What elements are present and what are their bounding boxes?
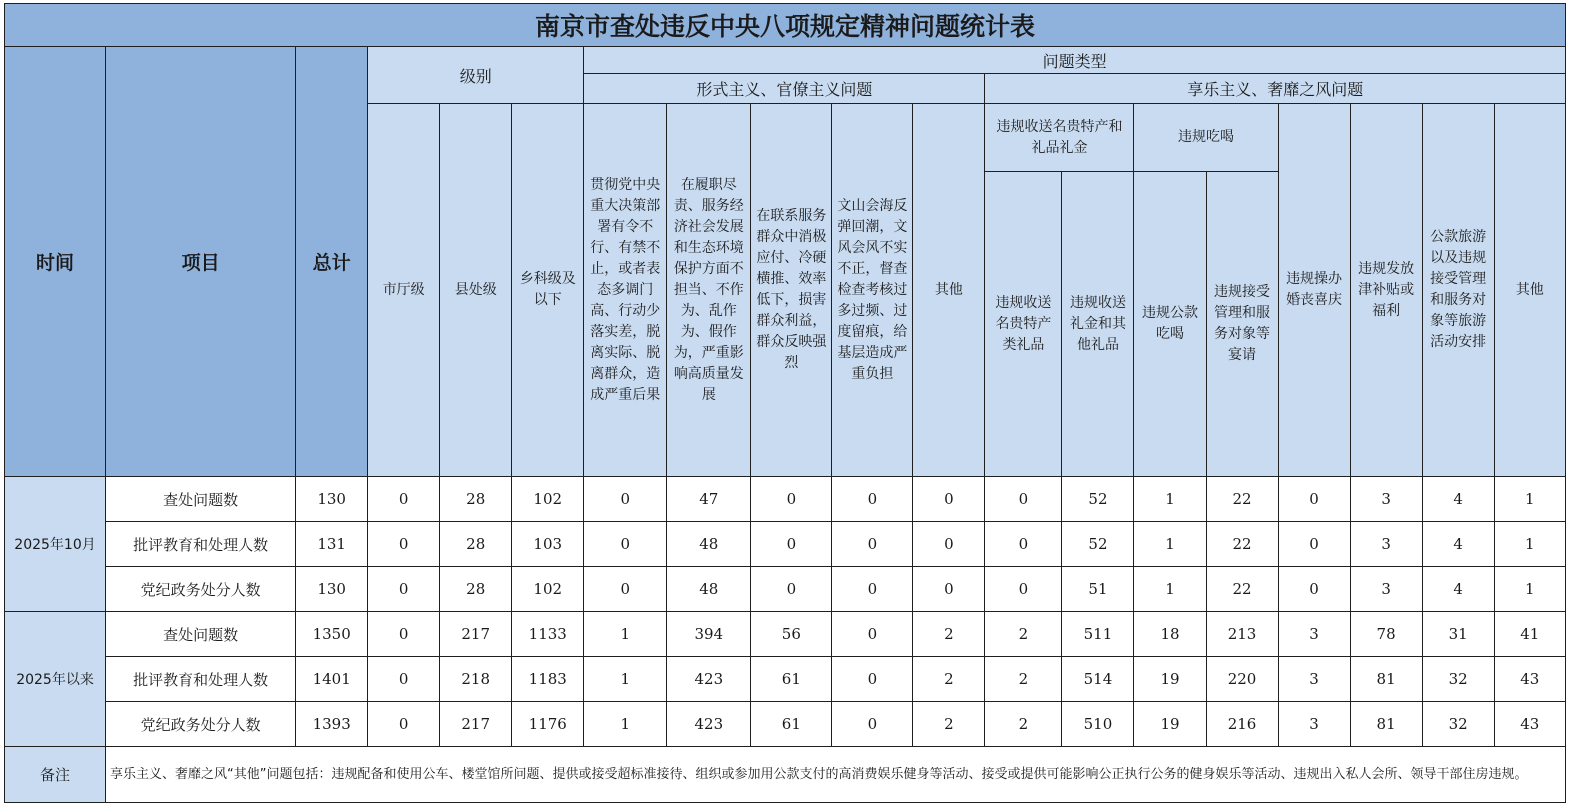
table-cell: 0	[368, 567, 440, 612]
table-cell: 394	[667, 612, 751, 657]
row-label: 查处问题数	[106, 477, 296, 522]
table-cell: 32	[1422, 657, 1494, 702]
data-body	[5, 477, 1566, 747]
header-hedonism: 享乐主义、奢靡之风问题	[985, 74, 1566, 104]
table-cell: 0	[584, 522, 667, 567]
period-cell: 2025年以来	[5, 612, 106, 747]
table-row	[5, 477, 1566, 522]
table-cell: 2	[913, 702, 985, 747]
table-cell: 18	[1134, 612, 1206, 657]
table-cell: 52	[1062, 522, 1134, 567]
table-cell: 1401	[296, 657, 368, 702]
table-cell: 1183	[512, 657, 584, 702]
table-cell: 130	[296, 477, 368, 522]
table-cell: 131	[296, 522, 368, 567]
table-cell: 0	[751, 477, 832, 522]
statistics-table	[4, 3, 1566, 803]
table-cell: 47	[667, 477, 751, 522]
table-cell: 0	[832, 612, 913, 657]
header-tourism: 公款旅游以及违规接受管理和服务对象等旅游活动安排	[1422, 104, 1494, 477]
header-dining-group: 违规吃喝	[1134, 104, 1278, 172]
statistics-table-container	[4, 3, 1566, 803]
table-cell: 0	[1278, 477, 1350, 522]
header-allowances: 违规发放津补贴或福利	[1350, 104, 1422, 477]
table-cell: 3	[1350, 567, 1422, 612]
header-formalism-service: 在联系服务群众中消极应付、冷硬横推、效率低下，损害群众利益，群众反映强烈	[751, 104, 832, 477]
header-weddings-funerals: 违规操办婚丧喜庆	[1278, 104, 1350, 477]
table-cell: 510	[1062, 702, 1134, 747]
table-cell: 0	[985, 477, 1062, 522]
table-cell: 28	[440, 522, 512, 567]
table-row	[5, 612, 1566, 657]
table-cell: 0	[832, 657, 913, 702]
header-formalism: 形式主义、官僚主义问题	[584, 74, 985, 104]
header-level: 级别	[368, 47, 584, 104]
table-cell: 0	[985, 567, 1062, 612]
table-cell: 19	[1134, 657, 1206, 702]
table-cell: 1393	[296, 702, 368, 747]
table-cell: 48	[667, 522, 751, 567]
table-cell: 19	[1134, 702, 1206, 747]
table-cell: 43	[1494, 657, 1565, 702]
table-cell: 0	[368, 477, 440, 522]
table-row	[5, 702, 1566, 747]
table-cell: 218	[440, 657, 512, 702]
note-text: 享乐主义、奢靡之风“其他”问题包括：违规配备和使用公车、楼堂馆所问题、提供或接受超标准接待、组织或参加用公款支付的高消费娱乐健身等活动、接受或提供可能影响公正执行公务的健身娱乐等活动、违规出入私人会所、领导干部住房违规。	[106, 747, 1566, 803]
table-cell: 217	[440, 612, 512, 657]
table-cell: 514	[1062, 657, 1134, 702]
table-cell: 28	[440, 477, 512, 522]
header-problem-type: 问题类型	[584, 47, 1566, 74]
table-cell: 1	[1134, 522, 1206, 567]
header-dining-public: 违规公款吃喝	[1134, 172, 1206, 477]
table-cell: 2	[985, 657, 1062, 702]
header-level-city: 市厅级	[368, 104, 440, 477]
table-cell: 1350	[296, 612, 368, 657]
header-gift-group: 违规收送名贵特产和礼品礼金	[985, 104, 1134, 172]
table-cell: 22	[1206, 522, 1278, 567]
table-cell: 0	[368, 657, 440, 702]
table-cell: 2	[985, 612, 1062, 657]
table-cell: 32	[1422, 702, 1494, 747]
table-cell: 0	[832, 522, 913, 567]
table-cell: 2	[913, 657, 985, 702]
row-label: 批评教育和处理人数	[106, 522, 296, 567]
table-row	[5, 567, 1566, 612]
table-cell: 0	[832, 702, 913, 747]
table-cell: 0	[751, 567, 832, 612]
row-label: 批评教育和处理人数	[106, 657, 296, 702]
table-cell: 220	[1206, 657, 1278, 702]
table-cell: 22	[1206, 567, 1278, 612]
table-cell: 1	[584, 612, 667, 657]
table-cell: 4	[1422, 522, 1494, 567]
table-cell: 56	[751, 612, 832, 657]
table-cell: 217	[440, 702, 512, 747]
table-cell: 1	[584, 702, 667, 747]
table-cell: 0	[1278, 567, 1350, 612]
table-cell: 1	[1134, 567, 1206, 612]
table-cell: 78	[1350, 612, 1422, 657]
table-cell: 0	[985, 522, 1062, 567]
table-cell: 0	[913, 477, 985, 522]
table-cell: 1	[1494, 567, 1565, 612]
table-cell: 103	[512, 522, 584, 567]
table-cell: 423	[667, 657, 751, 702]
header-formalism-decisions: 贯彻党中央重大决策部署有令不行、有禁不止，或者表态多调门高、行动少落实差，脱离实际、脱离群众，造成严重后果	[584, 104, 667, 477]
table-cell: 61	[751, 702, 832, 747]
table-cell: 28	[440, 567, 512, 612]
table-cell: 81	[1350, 657, 1422, 702]
table-cell: 1	[1494, 522, 1565, 567]
header-time: 时间	[5, 47, 106, 477]
table-cell: 102	[512, 477, 584, 522]
table-cell: 31	[1422, 612, 1494, 657]
table-cell: 0	[832, 567, 913, 612]
table-cell: 81	[1350, 702, 1422, 747]
header-formalism-duty: 在履职尽责、服务经济社会发展和生态环境保护方面不担当、不作为、乱作为、假作为，严重影响高质量发展	[667, 104, 751, 477]
header-formalism-meetings: 文山会海反弹回潮，文风会风不实不正，督查检查考核过多过频、过度留痕，给基层造成严重负担	[832, 104, 913, 477]
table-cell: 61	[751, 657, 832, 702]
header-gift-cash: 违规收送礼金和其他礼品	[1062, 172, 1134, 477]
table-cell: 3	[1350, 477, 1422, 522]
table-cell: 1176	[512, 702, 584, 747]
table-cell: 3	[1278, 702, 1350, 747]
table-row	[5, 657, 1566, 702]
row-label: 党纪政务处分人数	[106, 567, 296, 612]
header-hedonism-other: 其他	[1494, 104, 1565, 477]
table-cell: 51	[1062, 567, 1134, 612]
table-cell: 0	[368, 522, 440, 567]
table-cell: 0	[1278, 522, 1350, 567]
table-cell: 0	[751, 522, 832, 567]
header-formalism-other: 其他	[913, 104, 985, 477]
table-cell: 22	[1206, 477, 1278, 522]
header-gift-specialty: 违规收送名贵特产类礼品	[985, 172, 1062, 477]
table-cell: 0	[584, 477, 667, 522]
table-cell: 4	[1422, 477, 1494, 522]
table-cell: 41	[1494, 612, 1565, 657]
header-level-county: 县处级	[440, 104, 512, 477]
table-title: 南京市查处违反中央八项规定精神问题统计表	[5, 4, 1566, 47]
table-cell: 1	[1494, 477, 1565, 522]
table-cell: 1	[584, 657, 667, 702]
period-cell: 2025年10月	[5, 477, 106, 612]
row-label: 查处问题数	[106, 612, 296, 657]
table-cell: 43	[1494, 702, 1565, 747]
table-cell: 130	[296, 567, 368, 612]
header-dining-banquet: 违规接受管理和服务对象等宴请	[1206, 172, 1278, 477]
table-cell: 3	[1278, 657, 1350, 702]
header-level-township: 乡科级及以下	[512, 104, 584, 477]
table-cell: 52	[1062, 477, 1134, 522]
table-cell: 0	[584, 567, 667, 612]
table-cell: 216	[1206, 702, 1278, 747]
table-cell: 0	[368, 702, 440, 747]
header-total: 总计	[296, 47, 368, 477]
table-cell: 511	[1062, 612, 1134, 657]
table-cell: 1	[1134, 477, 1206, 522]
table-cell: 2	[985, 702, 1062, 747]
table-cell: 0	[832, 477, 913, 522]
header-item: 项目	[106, 47, 296, 477]
table-cell: 3	[1278, 612, 1350, 657]
table-cell: 213	[1206, 612, 1278, 657]
table-cell: 3	[1350, 522, 1422, 567]
table-row	[5, 522, 1566, 567]
row-label: 党纪政务处分人数	[106, 702, 296, 747]
table-cell: 2	[913, 612, 985, 657]
table-cell: 0	[368, 612, 440, 657]
table-cell: 48	[667, 567, 751, 612]
table-cell: 1133	[512, 612, 584, 657]
table-cell: 0	[913, 522, 985, 567]
table-cell: 423	[667, 702, 751, 747]
table-cell: 102	[512, 567, 584, 612]
note-label: 备注	[5, 747, 106, 803]
table-cell: 4	[1422, 567, 1494, 612]
table-cell: 0	[913, 567, 985, 612]
